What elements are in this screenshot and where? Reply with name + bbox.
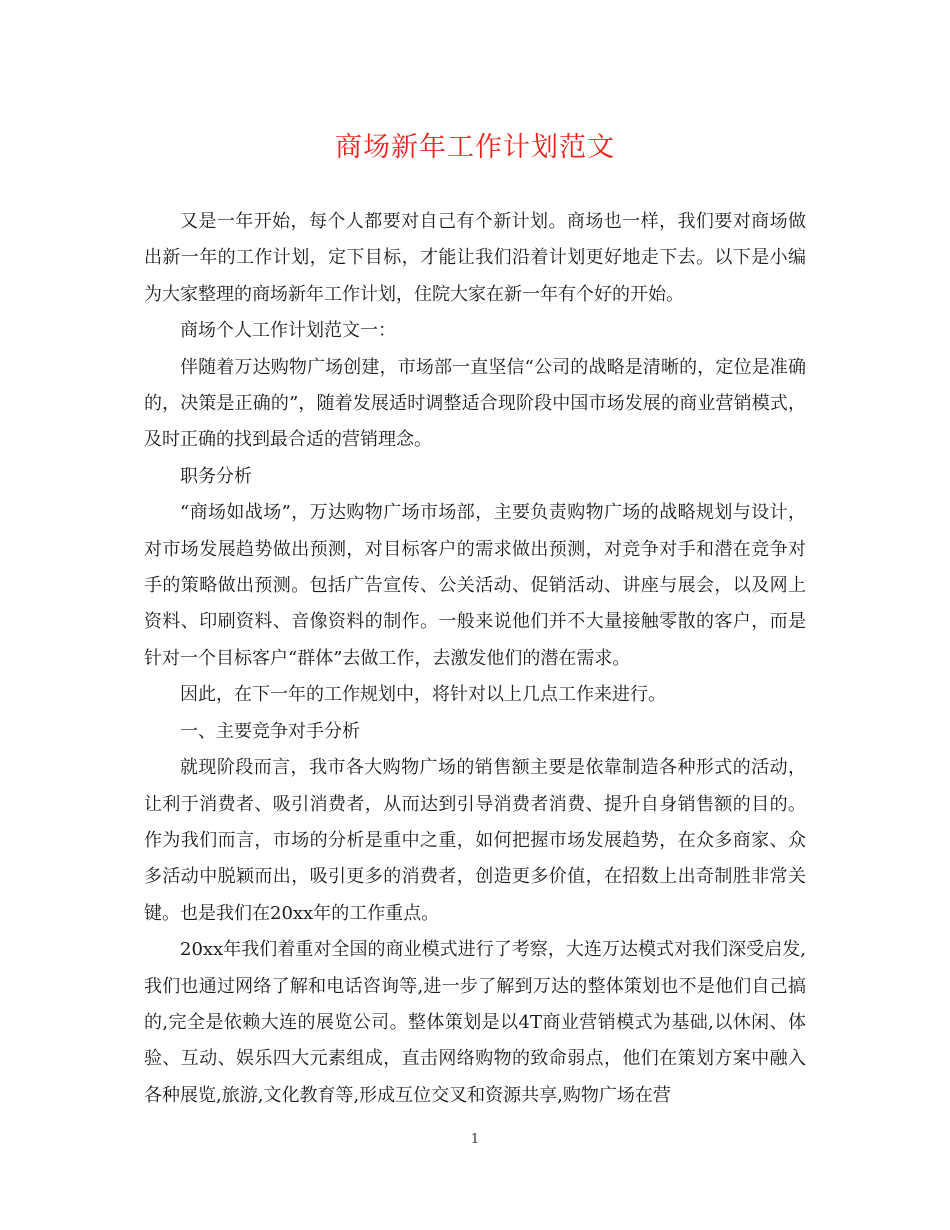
paragraph-heading-job-analysis: 职务分析 <box>180 465 252 487</box>
paragraph-heading-competitor-analysis: 一、主要竞争对手分析 <box>180 720 360 742</box>
document-body <box>144 204 806 1114</box>
paragraph-heading-plan-one: 商场个人工作计划范文一： <box>180 320 396 342</box>
paragraph-business-model: 20xx年我们着重对全国的商业模式进行了考察，大连万达模式对我们深受启发,我们也通过网络了解和电话咨询等,进一步了解到万达的整体策划也不是他们自己搞的,完全是依赖大连的展览公司。整体策划是以4T商业营销模式为基础,以休闲、体验、互动、娱乐四大元素组成，直击网络购物的致命弱点，他们在策划方案中融入各种展览,旅游,文化教育等,形成互位交叉和资源共享,购物广场在营 <box>144 939 806 1106</box>
page-number: 1 <box>470 1132 480 1147</box>
document-title: 商场新年工作计划范文 <box>335 132 615 163</box>
paragraph-next-year-plan: 因此，在下一年的工作规划中，将针对以上几点工作来进行。 <box>180 684 666 706</box>
paragraph-competitor-analysis: 就现阶段而言，我市各大购物广场的销售额主要是依靠制造各种形式的活动，让利于消费者、吸引消费者，从而达到引导消费者消费、提升自身销售额的目的。作为我们而言，市场的分析是重中之重，如何把握市场发展趋势，在众多商家、众多活动中脱颖而出，吸引更多的消费者，创造更多价值，在招数上出奇制胜非常关键。也是我们在20xx年的工作重点。 <box>144 757 806 924</box>
paragraph-job-analysis: “商场如战场”，万达购物广场市场部，主要负责购物广场的战略规划与设计，对市场发展趋势做出预测，对目标客户的需求做出预测，对竞争对手和潜在竞争对手的策略做出预测。包括广告宣传、公关活动、促销活动、讲座与展会，以及网上资料、印刷资料、音像资料的制作。一般来说他们并不大量接触零散的客户，而是针对一个目标客户“群体”去做工作，去激发他们的潜在需求。 <box>144 502 806 669</box>
paragraph-wanda-strategy: 伴随着万达购物广场创建，市场部一直坚信“公司的战略是清晰的，定位是准确的，决策是正确的”，随着发展适时调整适合现阶段中国市场发展的商业营销模式，及时正确的找到最合适的营销理念。 <box>144 356 806 451</box>
paragraph-intro: 又是一年开始，每个人都要对自己有个新计划。商场也一样，我们要对商场做出新一年的工作计划，定下目标，才能让我们沿着计划更好地走下去。以下是小编为大家整理的商场新年工作计划，住院大家在新一年有个好的开始。 <box>144 211 806 305</box>
